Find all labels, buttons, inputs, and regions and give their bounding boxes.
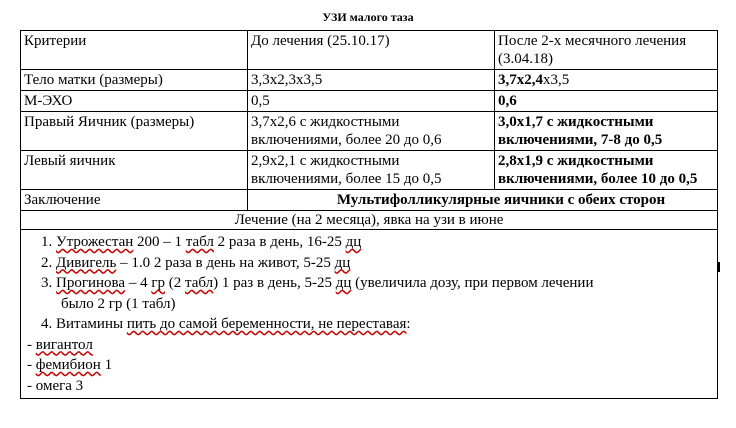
item-text: табл xyxy=(185,275,214,291)
row-after: 0,6 xyxy=(495,91,718,112)
table-row xyxy=(21,112,718,151)
list-item xyxy=(41,232,717,253)
dash: - xyxy=(27,357,36,373)
dash: - xyxy=(27,336,36,353)
table-row xyxy=(21,91,718,112)
header-before: До лечения (25.10.17) xyxy=(248,31,495,70)
row-label: М-ЭХО xyxy=(21,91,248,112)
vitamin-name: омега 3 xyxy=(35,377,84,394)
ultrasound-table xyxy=(20,30,718,399)
dash: - xyxy=(27,377,36,394)
table-row xyxy=(21,70,718,91)
conclusion-value: Мультифолликулярные яичники с обеих сторон xyxy=(248,190,718,211)
item-text: дц xyxy=(345,234,362,250)
item-text: табл xyxy=(142,295,171,312)
vitamin-name: вигантол xyxy=(35,336,93,353)
item-text: 1 xyxy=(100,357,113,373)
item-text: дц xyxy=(334,254,351,271)
treatment-heading: Лечение (на 2 месяца), явка на узи в июне xyxy=(21,211,718,230)
item-text: ) xyxy=(170,295,176,312)
item-text: гр xyxy=(151,275,165,291)
item-number: 2. xyxy=(41,254,53,271)
vitamin-item xyxy=(27,335,717,356)
row-after: 3,0х1,7 с жидкостными включениями, 7-8 до 0,5 xyxy=(495,112,718,151)
list-item xyxy=(41,314,717,335)
row-label: Левый яичник xyxy=(21,151,248,190)
row-after xyxy=(495,70,718,91)
item-text: 200 – 1 xyxy=(133,234,186,250)
conclusion-label: Заключение xyxy=(21,190,248,211)
item-text: Витамины xyxy=(56,316,127,332)
drug-name: Утрожестан xyxy=(56,234,134,250)
drug-name: Прогинова xyxy=(56,275,126,291)
item-text: – 1.0 2 раза в день на живот, 5-25 xyxy=(116,254,335,271)
item-text: (2 xyxy=(165,275,185,291)
item-number: 3. xyxy=(41,275,53,291)
row-before: 3,7х2,6 с жидкостными включениями, более 20 до 0,6 xyxy=(248,112,495,151)
header-criteria: Критерии xyxy=(21,31,248,70)
list-item-continuation xyxy=(41,294,717,315)
treatment-heading-row xyxy=(21,211,718,230)
list-item xyxy=(41,273,717,294)
drug-name: Дивигель xyxy=(56,254,117,271)
header-after: После 2-х месячного лечения (3.04.18) xyxy=(495,31,718,70)
row-label: Правый Яичник (размеры) xyxy=(21,112,248,151)
conclusion-row xyxy=(21,190,718,211)
item-text: табл xyxy=(185,234,214,250)
row-after: 2,8х1,9 с жидкостными включениями, более 10 до 0,5 xyxy=(495,151,718,190)
item-number: 4. xyxy=(41,316,53,332)
table-header-row xyxy=(21,31,718,70)
table-row xyxy=(21,151,718,190)
item-number: 1. xyxy=(41,234,53,250)
item-text: – 4 xyxy=(125,275,152,291)
item-text: (увеличила дозу, при первом лечении xyxy=(351,275,594,291)
row-after-bold: 3,7х2,4 xyxy=(498,72,543,88)
vitamin-item xyxy=(27,376,717,397)
item-text: пить до самой беременности, не переставая xyxy=(126,316,407,332)
treatment-list-row xyxy=(21,230,718,399)
item-text: ) 1 раз в день, 5-25 xyxy=(213,275,336,291)
vitamin-item xyxy=(27,355,717,376)
row-before: 2,9х2,1 с жидкостными включениями, более 15 до 0,5 xyxy=(248,151,495,190)
row-after-rest: х3,5 xyxy=(543,72,570,88)
row-before: 0,5 xyxy=(248,91,495,112)
treatment-list xyxy=(21,230,718,399)
row-label: Тело матки (размеры) xyxy=(21,70,248,91)
list-item xyxy=(41,253,717,274)
item-text: гр xyxy=(108,295,123,312)
row-before: 3,3х2,3х3,5 xyxy=(248,70,495,91)
item-text: было 2 xyxy=(61,295,109,312)
vitamin-name: фемибион xyxy=(35,357,101,373)
item-text: 2 раза в день, 16-25 xyxy=(213,234,346,250)
item-text: (1 xyxy=(122,295,143,312)
document-title: УЗИ малого таза xyxy=(322,10,414,24)
item-text: : xyxy=(406,316,411,332)
cell-end-marker xyxy=(718,262,720,272)
item-text: дц xyxy=(335,275,352,291)
